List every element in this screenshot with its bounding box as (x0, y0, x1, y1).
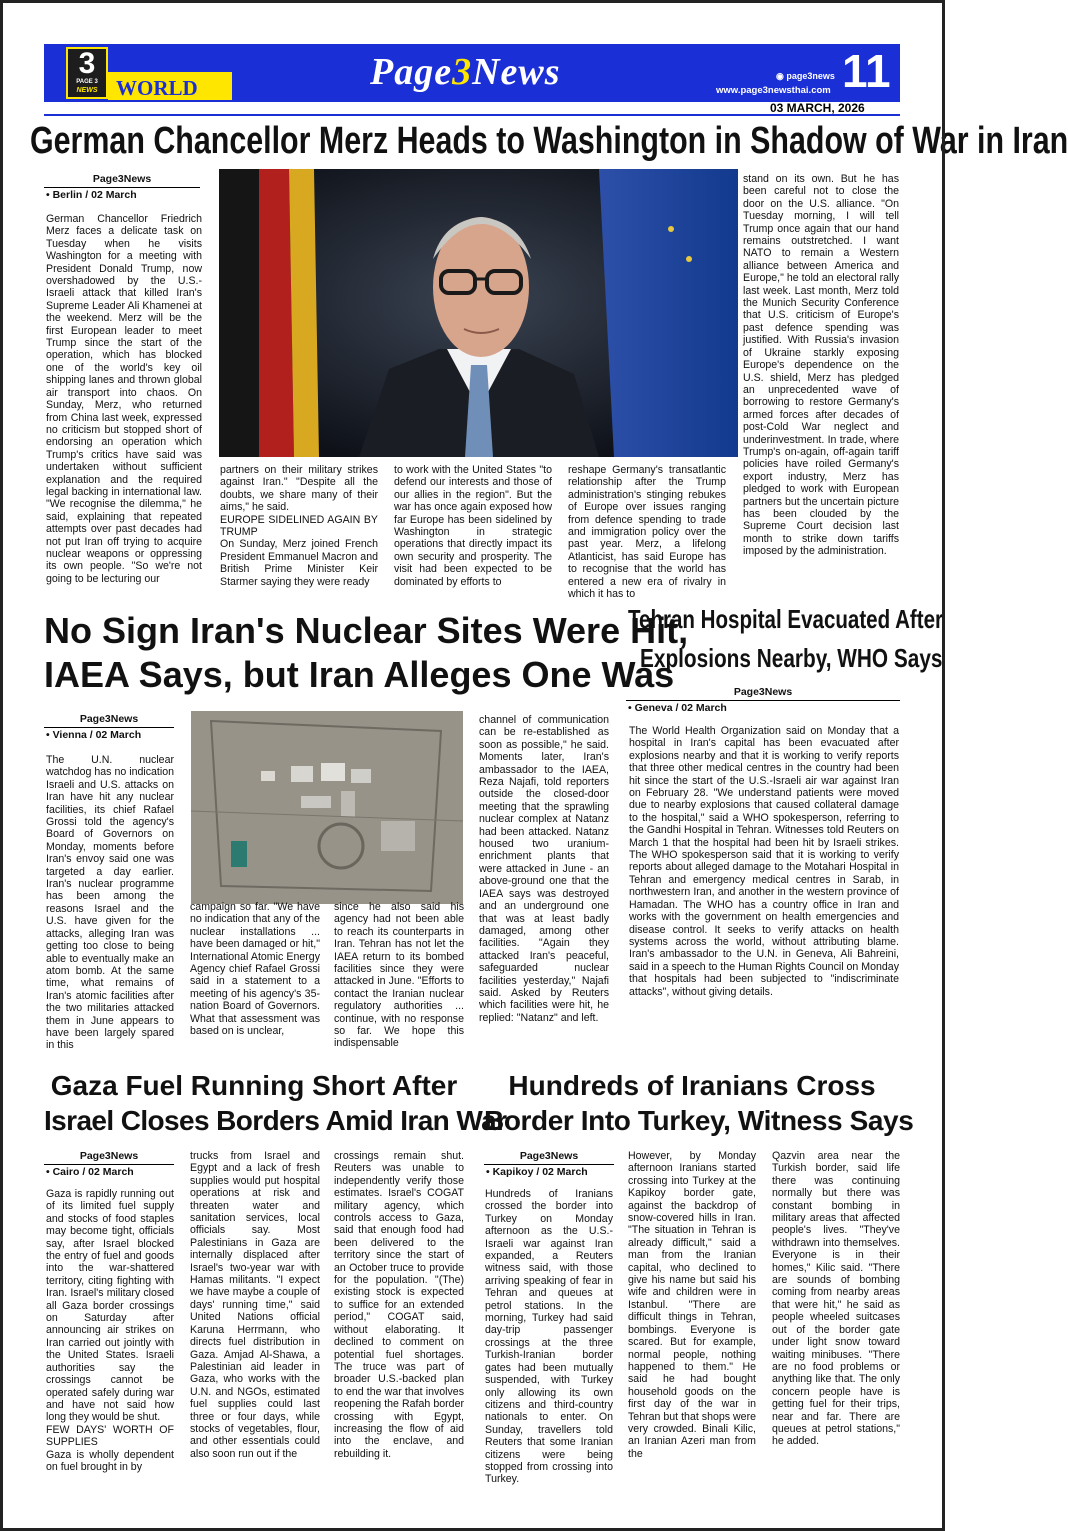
page3-logo (66, 47, 108, 99)
story4-byline (44, 1149, 174, 1179)
logo-line1: PAGE 3 (76, 79, 98, 85)
story1-col1: German Chancellor Friedrich Merz faces a delicate task on Tuesday when he visits Washington for a meeting with President Donald Trump, now overshadowed by the U.S.-Israeli attack that killed Iran's Supreme Leader Ali Khamenei at the weekend. Merz will be the first European leader to meet Trump since the start of the operation, which has blocked one of the world's key oil shipping lanes and thrown global air transport into chaos. On Sunday, Merz, who returned from China last week, expressed no criticism but stopped short of endorsing an operation which Trump's critics have said was undertaken without sufficient explanation and the required legal backing in international law. "We recognise the dilemma," he said, explaining that repeated attempts over past decades had not put Iran off trying to acquire nuclear weapons or oppressing its own people. "So we're not going to be lecturing our (46, 213, 202, 585)
issue-date: 03 MARCH, 2026 (770, 101, 865, 115)
story2-source: Page3News (44, 712, 174, 728)
social-icon: ◉ (776, 71, 787, 81)
story1-col4: reshape Germany's transatlantic relationship after the Trump administration's stinging rebukes of Europe over issues ranging from defence spending to trade and immigration policy over the past year. Merz, a lifelong Atlanticist, has said Europe has to recognise that the world has entered a new era of rivalry in which it has to (568, 464, 726, 601)
story5-col2: However, by Monday afternoon Iranians started crossing into Turkey at the Kapikoy border gate, against the backdrop of snow-covered hills in Iran. "The situation in Tehran is already difficult," said a man from the Iranian capital, who declined to give his name but said his wife and children were in Istanbul. "There are difficult things in Tehran, bombings. Everyone is scared. But for example, normal people, nothing happened to them." He said he had bought household goods on the first day of the war in Tehran but that shops were very crowded. Binali Kilic, an Iranian Azeri man from the (628, 1150, 756, 1460)
story2-headline-line2: IAEA Says, but Iran Alleges One Was (44, 654, 675, 695)
section-label: WORLD (116, 76, 198, 100)
story5-dateline: • Kapikoy / 02 March (486, 1166, 588, 1178)
story1-col2-text-b: On Sunday, Merz joined French President Emmanuel Macron and British Prime Minister Keir Starmer saying they were ready (220, 538, 378, 588)
story4-source: Page3News (44, 1149, 174, 1165)
story1-col3: to work with the United States "to defend our interests and those of our allies in the region". But the war has once again exposed how far Europe has been sidelined by Washington in strategic operations that directly impact its own security and prosperity. The visit had been expected to be dominated by efforts to (394, 464, 552, 588)
story5-headline-line1: Hundreds of Iranians Cross (508, 1070, 876, 1101)
merz-photo (219, 169, 738, 457)
story4-dateline: • Cairo / 02 March (46, 1166, 134, 1178)
story5-headline-line2: Border Into Turkey, Witness Says (484, 1105, 914, 1136)
story5-col3: Qazvin area near the Turkish border, said life there was continuing normally but there was constant bombing in military areas that affected people's lives. "They've withdrawn into themselves. Everyone is in their homes," Kilic said. "There are sounds of bombing coming from nearby areas that were hit," he said as people wheeled suitcases out of the border gate under light snow toward waiting minibuses. "There are no food problems or anything like that. The only concern people have is getting fuel for their trips, near and far. There are queues at petrol stations," he added. (772, 1150, 900, 1448)
website: www.page3newsthai.com (716, 85, 831, 96)
story4-subhead: FEW DAYS' WORTH OF SUPPLIES (46, 1423, 174, 1449)
story5-col1: Hundreds of Iranians crossed the border into Turkey on Monday afternoon as the U.S.-Israeli war against Iran expanded, a Reuters witness said, with those arriving speaking of fear in Tehran and queues at petrol stations. In the morning, Turkey had said day-trip passenger crossings at the three Turkish-Iranian border gates had been mutually suspended, with Turkey only allowing its own citizens and third-country nationals to enter. On Sunday, travellers told Reuters that some Iranian citizens were being stopped from crossing into Turkey. (485, 1188, 613, 1486)
title-part1: Page (370, 51, 453, 93)
story2-dateline: • Vienna / 02 March (46, 729, 142, 741)
natanz-satellite-photo (191, 711, 463, 904)
story4-col1-text: Gaza is rapidly running out of its limited fuel supply and stocks of food staples may become tight, officials say, after Israel blocked the entry of fuel and goods into the war-shattered territory, citing fighting with Iran. Israel's military closed all Gaza border crossings on Saturday after announcing air strikes on Iran carried out jointly with the United States. Israeli authorities say the crossings cannot be operated safely during war and have not said how long they would be shut. (46, 1188, 174, 1424)
title-part2: 3 (452, 51, 473, 93)
story4-headline-line2: Israel Closes Borders Amid Iran War (44, 1105, 507, 1136)
story4-headline-line1: Gaza Fuel Running Short After (50, 1070, 458, 1101)
title-part3: News (472, 51, 561, 93)
story4-col1 (46, 1188, 174, 1494)
logo-line2: NEWS (76, 87, 98, 94)
story1-col2-text: partners on their military strikes against Iran." "Despite all the doubts, we share many of their aims," he said. (220, 464, 378, 514)
story3-headline-line1: Tehran Hospital Evacuated After (628, 604, 944, 634)
newspaper-title (370, 50, 561, 94)
story1-source: Page3News (44, 172, 200, 188)
story2-col1: The U.N. nuclear watchdog has no indication Israeli and U.S. attacks on Iran have hit any nuclear facilities, its chief Rafael Grossi told the agency's Board of Governors on Monday, moments before Iran's envoy said one was targeted a day earlier. Iran's nuclear programme has been among the reasons Israel and the U.S. have given for the attacks, alleging Iran was getting too close to being able to eventually make an atom bomb. At the same time, what remains of Iran's atomic facilities after the two militaries attacked them in June appears to have been largely spared in this (46, 754, 174, 1052)
story5-byline (484, 1149, 614, 1179)
story5-source: Page3News (484, 1149, 614, 1165)
story2-col2: campaign so far. "We have no indication that any of the nuclear installations ... have been damaged or hit," International Atomic Energy Agency chief Rafael Grossi said in a statement to a meeting of his agency's 35-nation Board of Governors. What that assessment was based on is unclear, (190, 901, 320, 1038)
social-handle: ◉ page3news (776, 71, 835, 81)
story4-col3: crossings remain shut. Reuters was unable to independently verify those estimates. Israel's COGAT military agency, which controls access to Gaza, said that enough food had been delivered to the territory since the start of an October truce to provide for the population. "(The) existing stock is expected to suffice for an extended period," COGAT said, without elaborating. It declined to comment on potential fuel shortages. The truce was part of broader U.S.-backed plan to end the war that involves reopening the Rafah border crossing with Egypt, increasing the flow of aid into the enclave, and rebuilding it. (334, 1150, 464, 1460)
story3-byline (626, 685, 900, 715)
story2-byline (44, 712, 174, 742)
logo-number: 3 (78, 47, 96, 80)
story2-col3: since he also said his agency had not been able to reach its counterparts in Iran. Tehran has not let the IAEA return to its bombed facilities since they were attacked in June. "Efforts to contact the Iranian nuclear regulatory authorities ... continue, with no response so far. We hope this indispensable (334, 901, 464, 1050)
story1-col5: stand on its own. But he has been careful not to close the door on the U.S. alliance. "On Tuesday morning, I will tell Trump once again that our hand remains outstretched. I want NATO to remain a Western alliance between America and Europe," he told an electoral rally last week. Last month, Merz told the Munich Security Conference that U.S. criticism of Europe's past defence spending was justified. With Russia's invasion of Ukraine starkly exposing Europe's dependence on the U.S. shield, Merz has pledged an unprecedented wave of borrowing to restore Germany's armed forces after decades of post-Cold War neglect and underinvestment. In trade, where Trump's on-again, off-again tariff policies have roiled Germany's export industry, Merz has pledged to work with European partners but the uncertain picture has been clouded by the Supreme Court decision last month to strike down tariffs imposed by the administration. (743, 173, 899, 558)
story2-col4: channel of communication can be re-established as soon as possible," he said. Moments later, Iran's ambassador to the IAEA, Reza Najafi, told reporters outside the closed-door meeting that the sprawling nuclear complex at Natanz had been attacked. Natanz housed two uranium-enrichment plants that were attacked in June - an above-ground one that the IAEA says was destroyed and an underground one that was at least badly damaged, among other facilities. "Again they attacked Iran's peaceful, safeguarded nuclear facilities yesterday," Najafi said. Asked by Reuters which facilities were hit, he replied: "Natanz" and left. (479, 714, 609, 1024)
story3-dateline: • Geneva / 02 March (628, 702, 727, 714)
story1-byline (44, 172, 200, 202)
story4-col1-text-b: Gaza is wholly dependent on fuel brought in by (46, 1448, 174, 1473)
story1-headline: German Chancellor Merz Heads to Washington in Shadow of War in Iran (30, 120, 1068, 162)
story4-col2: trucks from Israel and Egypt and a lack of fresh supplies would put hospital operations at risk and threaten water and sanitation services, local officials say. Most Palestinians in Gaza are internally displaced after Israel's two-year war with Hamas militants. "I expect we have maybe a couple of days' running time," said United Nations official Karuna Herrmann, who directs fuel distribution in Gaza. Amjad Al-Shawa, a Palestinian aid leader in Gaza, who works with the U.N. and NGOs, estimated fuel supplies could last three or four days, while stocks of vegetables, flour, and other essentials could also soon run out if the (190, 1150, 320, 1460)
story3-headline-line2: Explosions Nearby, WHO Says (640, 643, 943, 673)
story1-col2 (220, 464, 378, 600)
story3-source: Page3News (626, 685, 900, 701)
story1-subhead: EUROPE SIDELINED AGAIN BY TRUMP (220, 513, 378, 539)
story3-body: The World Health Organization said on Monday that a hospital in Iran's capital has been evacuated after explosions nearby and that it is working to verify reports that three other medical centres in the country had been hit since the start of the U.S.-Israeli air war against Iran on February 28. "We understand patients were moved due to nearby explosions that caused collateral damage to the hospital," said a WHO spokesperson, referring to the Gandhi Hospital in Tehran. Witnesses told Reuters on March 1 that the hospital had been hit by Israeli strikes. The WHO spokesperson said that it is working to verify reports about alleged damage to the Motahari Hospital in Tehran and emergency medical centres in Sarab, in northwestern Iran, and another in the western province of Hamadan. The WHO has a country office in Iran and works with the government on health emergencies and disease control. It seeks to verify attacks on health systems across the world, without attributing blame. Iran's ambassador to the U.N. in Geneva, Ali Bahreini, said in a speech to the Human Rights Council on Monday that hospitals had been subjected to "indiscriminate attacks", without giving details. (629, 725, 899, 998)
page-number: 11 (842, 45, 891, 97)
story2-headline-line1: No Sign Iran's Nuclear Sites Were Hit, (44, 610, 689, 651)
story1-dateline: • Berlin / 02 March (46, 189, 137, 201)
